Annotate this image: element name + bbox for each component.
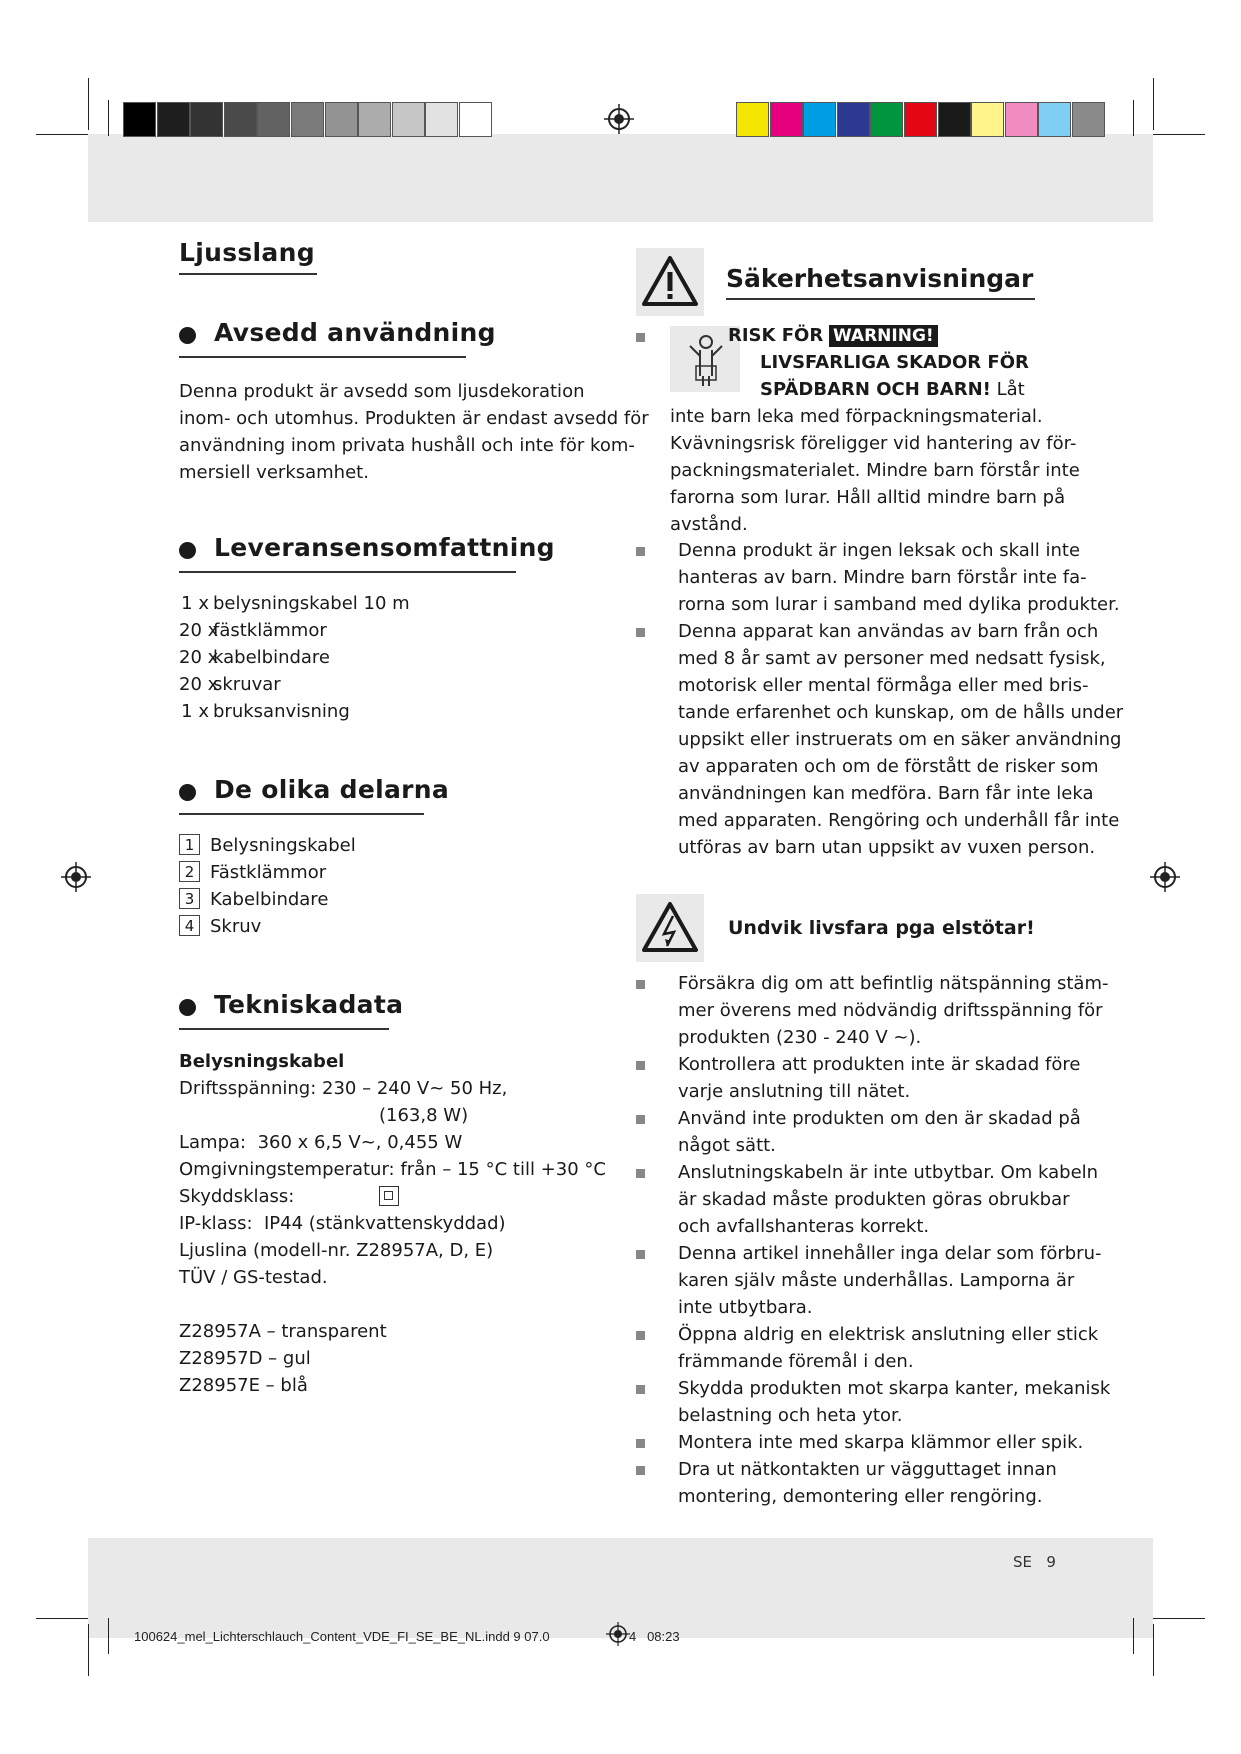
variant-row: Z28957A – transparent bbox=[179, 1321, 387, 1342]
color-swatch bbox=[938, 102, 971, 137]
tested-row: TÜV / GS-testad. bbox=[179, 1267, 328, 1288]
crop-mark bbox=[1153, 134, 1205, 135]
registration-mark-icon bbox=[61, 862, 91, 892]
list-item: Denna produkt är ingen leksak och skall inte hanteras av barn. Mindre barn förstår inte fa- rorna som lurar i samband med dylika produkter. bbox=[636, 537, 1076, 618]
part-item: 4 Skruv bbox=[179, 913, 261, 940]
color-swatch bbox=[224, 102, 257, 137]
electric-heading: Undvik livsfara pga elstötar! bbox=[728, 917, 1035, 939]
bullet-square-icon bbox=[636, 1466, 645, 1475]
color-swatch bbox=[157, 102, 190, 137]
crop-mark bbox=[1133, 1618, 1134, 1654]
variant-row: Z28957D – gul bbox=[179, 1348, 311, 1369]
color-swatch bbox=[190, 102, 223, 137]
registration-mark-icon bbox=[604, 104, 634, 134]
list-item: Använd inte produkten om den är skadad på något sätt. bbox=[636, 1105, 1076, 1159]
bullet-square-icon bbox=[636, 547, 645, 556]
ip-row: IP-klass: IP44 (stänkvattenskyddad) bbox=[179, 1213, 506, 1234]
electric-list bbox=[636, 970, 1111, 1510]
bullet-dot-icon bbox=[179, 327, 196, 344]
safety-heading: Säkerhetsanvisningar bbox=[726, 264, 1033, 293]
color-swatch bbox=[770, 102, 803, 137]
list-item: 20 xfästklämmor bbox=[179, 620, 327, 641]
list-item: Montera inte med skarpa klämmor eller spik. bbox=[636, 1429, 1076, 1456]
first-warning-text: RISK FÖR WARNING! LIVSFARLIGA SKADOR FÖR SPÄDBARN OCH BARN! Låt inte barn leka med förpackningsmaterial. Kvävningsrisk föreligger vid hantering av för- packningsmaterialet. Mindre barn förstår inte farorna som lurar. Håll alltid mindre barn på avstånd. bbox=[670, 325, 1080, 535]
crop-mark bbox=[1153, 78, 1154, 130]
bullet-dot-icon bbox=[179, 999, 196, 1016]
color-swatch bbox=[1005, 102, 1038, 137]
protection-row: Skyddsklass: bbox=[179, 1183, 619, 1210]
lamp-row: Lampa: 360 x 6,5 V~, 0,455 W bbox=[179, 1132, 463, 1153]
top-gray-band bbox=[88, 134, 1153, 222]
section-heading: Tekniskadata bbox=[214, 990, 404, 1019]
bullet-dot-icon bbox=[179, 542, 196, 559]
intended-use-text: Denna produkt är avsedd som ljusdekoration inom- och utomhus. Produkten är endast avsedd för användning inom privata hushåll och inte för kom- mersiell verksamhet. bbox=[179, 381, 649, 483]
list-item: 1 x belysningskabel 10 m bbox=[181, 593, 410, 614]
bullet-square-icon bbox=[636, 1250, 645, 1259]
crop-mark bbox=[1153, 1624, 1154, 1676]
tech-data bbox=[179, 1048, 619, 1399]
list-item: Försäkra dig om att befintlig nätspänning stäm- mer överens med nödvändig driftsspänning för produkten (230 - 240 V ~). bbox=[636, 970, 1076, 1051]
color-swatch bbox=[904, 102, 937, 137]
list-item: Öppna aldrig en elektrisk anslutning eller stick främmande föremål i den. bbox=[636, 1321, 1076, 1375]
part-item: 2 Fästklämmor bbox=[179, 859, 326, 886]
page-number: SE 9 bbox=[1013, 1553, 1056, 1571]
crop-mark bbox=[108, 1618, 109, 1654]
color-swatch bbox=[257, 102, 290, 137]
bullet-dot-icon bbox=[179, 784, 196, 801]
title-underline bbox=[179, 273, 317, 275]
color-swatch bbox=[971, 102, 1004, 137]
power-row: (163,8 W) bbox=[379, 1105, 469, 1126]
color-swatch bbox=[291, 102, 324, 137]
electric-shock-warning-icon bbox=[636, 894, 704, 962]
section-heading: Avsedd användning bbox=[214, 318, 496, 347]
crop-mark bbox=[1133, 100, 1134, 136]
warning-triangle-icon bbox=[636, 248, 704, 316]
list-item: Denna artikel innehåller inga delar som förbru- karen själv måste underhållas. Lamporna är inte utbytbara. bbox=[636, 1240, 1076, 1321]
color-swatch bbox=[123, 102, 156, 137]
list-item: Anslutningskabeln är inte utbytbar. Om kabeln är skadad måste produkten göras obrukbar och avfallshanteras korrekt. bbox=[636, 1159, 1076, 1240]
bullet-square-icon bbox=[636, 628, 645, 637]
crop-mark bbox=[88, 1624, 89, 1676]
bullet-square-icon bbox=[636, 1439, 645, 1448]
section-heading: Leveransensomfattning bbox=[214, 533, 555, 562]
crop-mark bbox=[108, 100, 109, 136]
slug-line: 100624_mel_Lichterschlauch_Content_VDE_FI_SE_BE_NL.indd 9 07.0 bbox=[134, 1629, 550, 1644]
color-swatch bbox=[459, 102, 492, 137]
part-item: 1 Belysningskabel bbox=[179, 832, 356, 859]
color-swatch bbox=[736, 102, 769, 137]
registration-mark-icon bbox=[606, 1622, 630, 1646]
color-swatch bbox=[425, 102, 458, 137]
color-swatch bbox=[1072, 102, 1105, 137]
color-swatch bbox=[325, 102, 358, 137]
tech-subheading: Belysningskabel bbox=[179, 1051, 345, 1072]
part-item: 3 Kabelbindare bbox=[179, 886, 328, 913]
bullet-square-icon bbox=[636, 1331, 645, 1340]
bullet-square-icon bbox=[636, 1385, 645, 1394]
crop-mark bbox=[36, 134, 88, 135]
bullet-square-icon bbox=[636, 1061, 645, 1070]
safety-list bbox=[636, 537, 1124, 861]
protection-class-2-icon bbox=[379, 1186, 399, 1206]
heading-underline bbox=[179, 813, 424, 815]
bullet-square-icon bbox=[636, 1115, 645, 1124]
page-title: Ljusslang bbox=[179, 238, 315, 267]
registration-mark-icon bbox=[1150, 862, 1180, 892]
warning-badge: WARNING! bbox=[829, 325, 938, 347]
list-item: 20 xkabelbindare bbox=[179, 647, 331, 668]
bullet-square-icon bbox=[636, 980, 645, 989]
variant-row: Z28957E – blå bbox=[179, 1375, 308, 1396]
heading-underline bbox=[179, 356, 466, 358]
list-item: Dra ut nätkontakten ur vägguttaget innan montering, demontering eller rengöring. bbox=[636, 1456, 1076, 1510]
bullet-square-icon bbox=[636, 1169, 645, 1178]
list-item: Denna apparat kan användas av barn från och med 8 år samt av personer med nedsatt fysisk, motorisk eller mental förmåga eller med bris- tande erfarenhet och kunskap, om de hålls under uppsikt eller instruerats om en säker användning av apparaten och om de förstått de risker som användningen kan medföra. Barn får inte leka med apparaten. Rengöring och underhåll får inte utföras av barn utan uppsikt av vuxen person. bbox=[636, 618, 1076, 861]
heading-underline bbox=[179, 1028, 389, 1030]
heading-underline bbox=[726, 298, 1035, 300]
crop-mark bbox=[1153, 1618, 1205, 1619]
color-swatch bbox=[837, 102, 870, 137]
voltage-row: Driftsspänning: 230 – 240 V~ 50 Hz, bbox=[179, 1078, 508, 1099]
crop-mark bbox=[36, 1618, 88, 1619]
color-swatch bbox=[870, 102, 903, 137]
bullet-square-icon bbox=[636, 333, 645, 342]
list-item: 1 x bruksanvisning bbox=[181, 701, 350, 722]
list-item: Kontrollera att produkten inte är skadad före varje anslutning till nätet. bbox=[636, 1051, 1076, 1105]
color-swatch bbox=[358, 102, 391, 137]
color-swatch bbox=[1038, 102, 1071, 137]
list-item: Skydda produkten mot skarpa kanter, mekanisk belastning och heta ytor. bbox=[636, 1375, 1076, 1429]
color-swatch bbox=[803, 102, 836, 137]
crop-mark bbox=[88, 78, 89, 130]
list-item: 20 xskruvar bbox=[179, 674, 281, 695]
temperature-row: Omgivningstemperatur: från – 15 °C till +30 °C bbox=[179, 1159, 606, 1180]
slug-time: 4 08:23 bbox=[629, 1629, 680, 1644]
scope-list bbox=[179, 590, 410, 725]
section-heading: De olika delarna bbox=[214, 775, 450, 804]
heading-underline bbox=[179, 571, 516, 573]
color-swatch bbox=[392, 102, 425, 137]
model-row: Ljuslina (modell-nr. Z28957A, D, E) bbox=[179, 1240, 494, 1261]
